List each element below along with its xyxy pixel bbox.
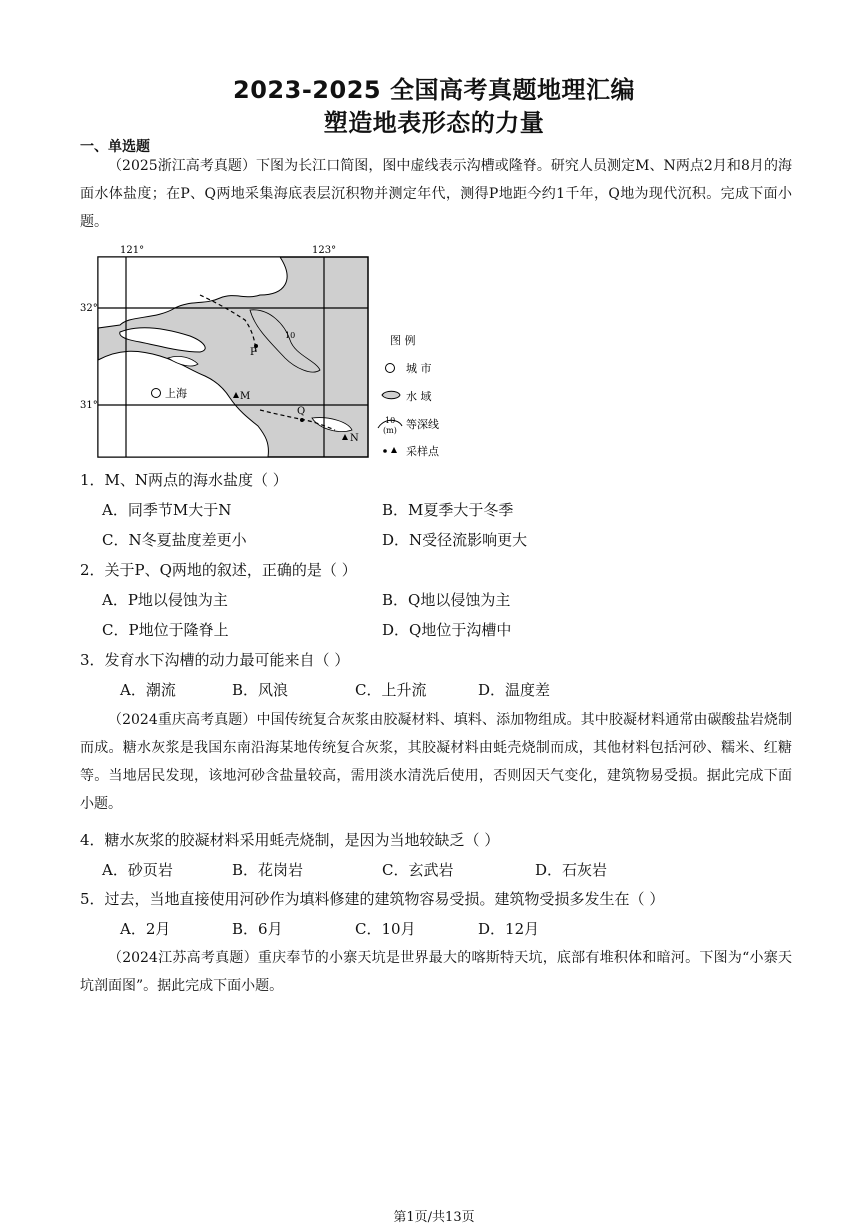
section-heading: 一、单选题	[80, 139, 150, 155]
longitude-123: 123°	[312, 245, 337, 256]
legend-city: 城 市	[406, 362, 432, 375]
q5-option-c[interactable]: C．10月	[355, 920, 416, 938]
question-4: 4．糖水灰浆的胶凝材料采用蚝壳烧制，是因为当地较缺乏（ ）	[80, 831, 500, 849]
q2-option-d[interactable]: D．Q地位于沟槽中	[382, 621, 512, 639]
q3-option-d[interactable]: D．温度差	[478, 681, 551, 699]
legend-sample: 采样点	[406, 445, 439, 458]
legend-water: 水 域	[406, 390, 432, 403]
legend-sample-dot	[383, 449, 387, 453]
latitude-31: 31°	[80, 400, 98, 411]
q1-option-a[interactable]: A．同季节M大于N	[102, 501, 232, 519]
q4-option-c[interactable]: C．玄武岩	[382, 861, 454, 879]
q3-option-a[interactable]: A．潮流	[120, 681, 176, 699]
legend-water-icon	[382, 391, 400, 399]
q2-option-a[interactable]: A．P地以侵蚀为主	[102, 591, 228, 609]
question-2: 2．关于P、Q两地的叙述，正确的是（ ）	[80, 561, 357, 579]
question-5: 5．过去，当地直接使用河砂作为填料修建的建筑物容易受损。建筑物受损多发生在（ ）	[80, 890, 665, 908]
legend-title: 图 例	[390, 334, 416, 347]
legend-isobath-value: 10	[385, 416, 396, 425]
q3-option-c[interactable]: C．上升流	[355, 681, 427, 699]
q5-option-b[interactable]: B．6月	[232, 920, 283, 938]
passage-zhejiang: （2025浙江高考真题）下图为长江口简图，图中虚线表示沟槽或隆脊。研究人员测定M、N两点2月和8月的海面水体盐度；在P、Q两地采集海底表层沉积物并测定年代，测得P地距今约1千年，Q地为现代沉积。完成下面小题。	[80, 158, 792, 230]
legend-isobath: 等深线	[406, 418, 439, 431]
legend-city-icon	[386, 364, 395, 373]
label-m: M	[240, 391, 251, 402]
passage-chongqing: （2024重庆高考真题）中国传统复合灰浆由胶凝材料、填料、添加物组成。其中胶凝材料通常由碳酸盐岩烧制而成。糖水灰浆是我国东南沿海某地传统复合灰浆，其胶凝材料由蚝壳烧制而成，其他材料包括河砂、糯米、红糖等。当地居民发现，该地河砂含盐量较高，需用淡水清洗后使用，否则因天气变化，建筑物易受损。据此完成下面小题。	[80, 712, 792, 812]
q4-option-d[interactable]: D．石灰岩	[535, 861, 608, 879]
contour-label: 10	[285, 331, 296, 340]
label-n: N	[350, 433, 359, 444]
yangtze-estuary-map	[80, 240, 470, 465]
page-subtitle: 塑造地表形态的力量	[323, 109, 545, 137]
q5-option-d[interactable]: D．12月	[478, 920, 540, 938]
sample-point-q	[300, 418, 304, 422]
q2-option-c[interactable]: C．P地位于隆脊上	[102, 621, 229, 639]
label-p: P	[250, 347, 257, 358]
q1-option-c[interactable]: C．N冬夏盐度差更小	[102, 531, 247, 549]
q1-option-d[interactable]: D．N受径流影响更大	[382, 531, 528, 549]
q4-option-b[interactable]: B．花岗岩	[232, 861, 304, 879]
latitude-32: 32°	[80, 303, 98, 314]
city-marker	[152, 389, 161, 398]
legend-sample-triangle	[391, 447, 397, 453]
label-q: Q	[297, 406, 306, 417]
q4-option-a[interactable]: A．砂页岩	[102, 861, 173, 879]
q1-option-b[interactable]: B．M夏季大于冬季	[382, 501, 514, 519]
page-number: 第1页/共13页	[393, 1210, 475, 1225]
page-title: 2023-2025 全国高考真题地理汇编	[233, 76, 635, 104]
question-1: 1．M、N两点的海水盐度（ ）	[80, 471, 288, 489]
passage-jiangsu: （2024江苏高考真题）重庆奉节的小寨天坑是世界最大的喀斯特天坑，底部有堆积体和暗河。下图为“小寨天坑剖面图”。据此完成下面小题。	[80, 950, 792, 994]
longitude-121: 121°	[120, 245, 145, 256]
q2-option-b[interactable]: B．Q地以侵蚀为主	[382, 591, 511, 609]
question-3: 3．发育水下沟槽的动力最可能来自（ ）	[80, 651, 350, 669]
legend-isobath-unit: (m)	[383, 426, 397, 435]
city-label-shanghai: 上海	[165, 387, 187, 400]
q5-option-a[interactable]: A．2月	[120, 920, 171, 938]
q3-option-b[interactable]: B．风浪	[232, 681, 289, 699]
